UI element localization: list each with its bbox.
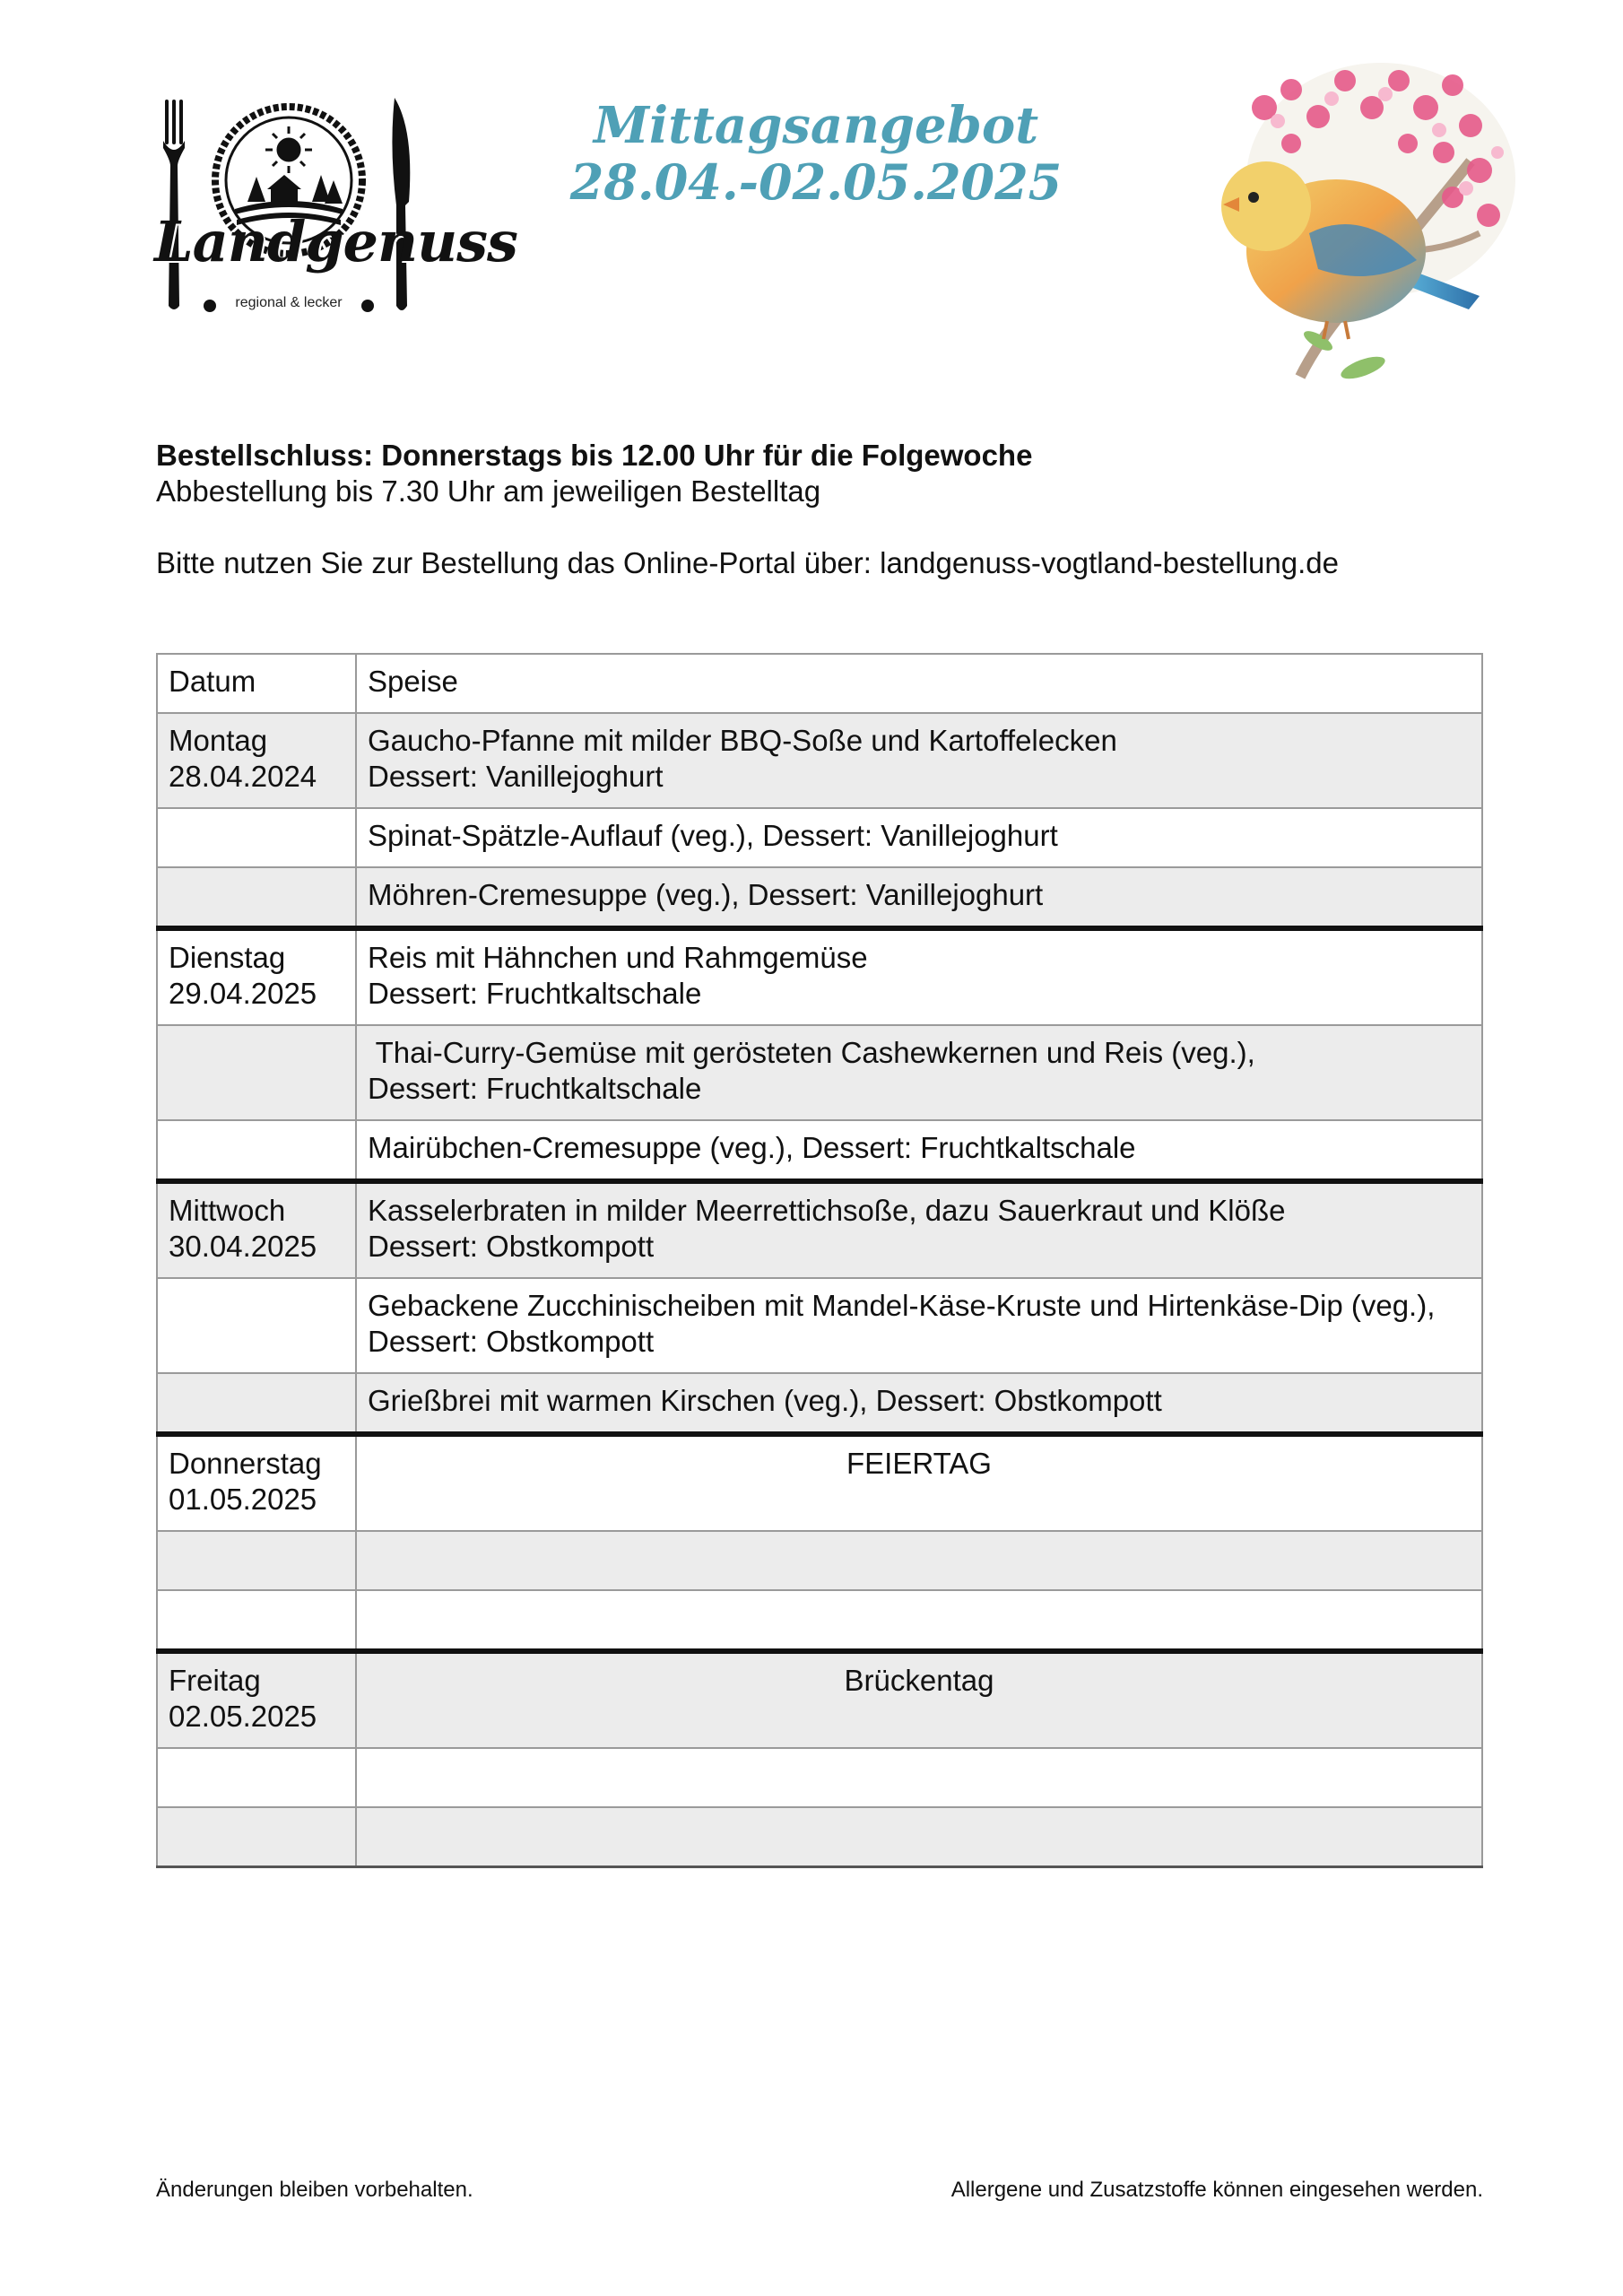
date-cell [157,867,356,928]
dish-cell [356,1748,1482,1807]
header-datum: Datum [157,654,356,713]
dessert-text: Dessert: Vanillejoghurt [368,760,664,793]
table-row [157,808,1482,867]
dish-cell [356,1120,1482,1181]
dessert-text: Dessert: Fruchtkaltschale [368,977,702,1010]
date-cell [157,1748,356,1807]
header-speise: Speise [356,654,1482,713]
dish-cell [356,1590,1482,1651]
table-row [157,867,1482,928]
table-row [157,1651,1482,1748]
dish-cell [356,1373,1482,1434]
title-block [556,97,1076,210]
dish-cell [356,1531,1482,1590]
table-row [157,1373,1482,1434]
table-row [157,1120,1482,1181]
table-row [157,1748,1482,1807]
logo-tagline: regional & lecker [235,295,343,310]
dish-text: Gebackene Zucchinischeiben mit Mandel-Käse-Kruste und Hirtenkäse-Dip (veg.), [368,1289,1436,1322]
dish-cell [356,1025,1482,1120]
date-cell [157,928,356,1025]
table-row [157,1531,1482,1590]
day-name: Freitag [169,1664,261,1697]
table-row [157,928,1482,1025]
dish-cell [356,928,1482,1025]
dish-text: Thai-Curry-Gemüse mit gerösteten Cashewkernen und Reis (veg.), [368,1036,1255,1069]
bridge-day-label: Brückentag [844,1664,994,1697]
dish-text: Spinat-Spätzle-Auflauf (veg.), Dessert: Vanillejoghurt [368,819,1058,852]
menu-table [156,653,1483,1868]
day-name: Montag [169,724,268,757]
dish-text: Grießbrei mit warmen Kirschen (veg.), Dessert: Obstkompott [368,1384,1162,1417]
table-row [157,1278,1482,1373]
table-row [157,1181,1482,1278]
dish-text: Gaucho-Pfanne mit milder BBQ-Soße und Kartoffelecken [368,724,1117,757]
date-cell [157,808,356,867]
sun-icon [265,126,312,173]
order-deadline: Bestellschluss: Donnerstags bis 12.00 Uhr für die Folgewoche [156,439,1033,472]
date-range: 28.04.-02.05.2025 [569,153,1063,212]
dessert-text: Dessert: Obstkompott [368,1325,655,1358]
date-cell [157,1181,356,1278]
logo-wordmark: Landgenuss [154,209,517,274]
date-cell [157,1590,356,1651]
date-cell [157,1531,356,1590]
table-header-row [157,654,1482,713]
date-cell [157,713,356,808]
page-title: Mittagsangebot [593,96,1039,155]
dish-cell [356,713,1482,808]
date-cell [157,1651,356,1748]
dish-cell [356,867,1482,928]
day-date: 29.04.2025 [169,977,317,1010]
holiday-label: FEIERTAG [846,1447,992,1480]
day-date: 30.04.2025 [169,1230,317,1263]
dessert-text: Dessert: Fruchtkaltschale [368,1072,702,1105]
table-row [157,1025,1482,1120]
dish-cell [356,1651,1482,1748]
dessert-text: Dessert: Obstkompott [368,1230,655,1263]
dish-text: Möhren-Cremesuppe (veg.), Dessert: Vanillejoghurt [368,878,1044,911]
dish-text: Kasselerbraten in milder Meerrettichsoße, dazu Sauerkraut und Klöße [368,1194,1286,1227]
landgenuss-logo [154,94,517,318]
day-date: 28.04.2024 [169,760,317,793]
dish-cell [356,808,1482,867]
dish-cell [356,1278,1482,1373]
day-date: 01.05.2025 [169,1483,317,1516]
date-cell [157,1807,356,1867]
date-cell [157,1278,356,1373]
footer-disclaimer: Änderungen bleiben vorbehalten. [156,2178,473,2202]
footer-allergens: Allergene und Zusatzstoffe können eingesehen werden. [950,2178,1483,2202]
dish-text: Reis mit Hähnchen und Rahmgemüse [368,941,868,974]
table-row [157,1807,1482,1867]
dish-cell [356,1807,1482,1867]
day-name: Donnerstag [169,1447,322,1480]
day-name: Dienstag [169,941,286,974]
dish-text: Mairübchen-Cremesuppe (veg.), Dessert: Fruchtkaltschale [368,1131,1136,1164]
bird-illustration [1184,54,1524,386]
date-cell [157,1025,356,1120]
date-cell [157,1434,356,1531]
table-row [157,1434,1482,1531]
portal-notice: Bitte nutzen Sie zur Bestellung das Online-Portal über: landgenuss-vogtland-bestellung.de [156,546,1339,579]
cancellation-notice: Abbestellung bis 7.30 Uhr am jeweiligen Bestelltag [156,474,821,508]
date-cell [157,1120,356,1181]
table-row [157,1590,1482,1651]
fork-icon [163,100,185,309]
table-row [157,713,1482,808]
date-cell [157,1373,356,1434]
dish-cell [356,1181,1482,1278]
knife-icon [392,98,410,310]
dish-cell [356,1434,1482,1531]
day-date: 02.05.2025 [169,1700,317,1733]
logo-graphic [154,94,517,318]
day-name: Mittwoch [169,1194,286,1227]
